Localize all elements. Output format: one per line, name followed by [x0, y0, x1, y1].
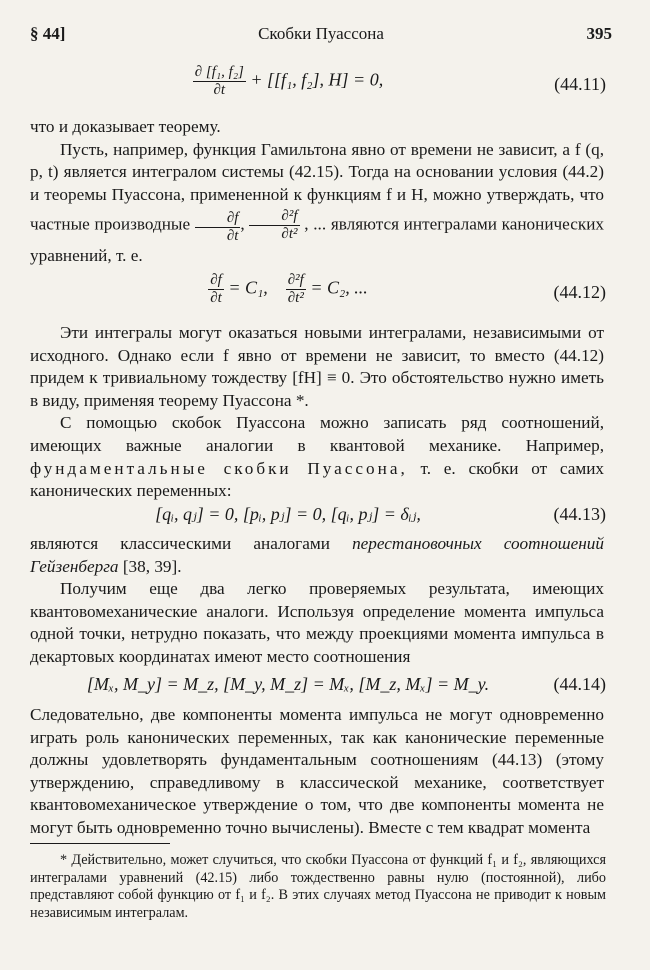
- paragraph: являются классическими аналогами перестановочных соотношений Гейзенберга [38, 39].: [30, 534, 604, 576]
- running-title: Скобки Пуассона: [258, 24, 384, 43]
- formula-44-11-fraction: $\frac{\text{∂ [f₁, f₂]}}{\partial t}$: [194, 64, 244, 98]
- paragraph: Получим еще два легко проверяемых результата, имеющих квантовомеханические аналоги. Используя определение момента импульса одной точки, нетрудно показать, что между проекциями момента импульса в декартовых координатах имеют место соотношения: [30, 579, 604, 666]
- formula-44-12: $\frac{\partial f}{\partial t}$ = C₁, $\frac{\text{∂²f}}{\text{∂t²}}$ = C₂, ... (44.12): [210, 272, 606, 306]
- equation-number: (44.14): [553, 674, 606, 694]
- paragraph: С помощью скобок Пуассона можно записать ряд соотношений, имеющих важные аналогии в квантовой механике. Например, фундаментальные скобки Пуассона, т. е. скобки от самих канонических переменных:: [30, 413, 605, 501]
- formula-44-14: [Mₓ, M_y] = M_z, [M_y, M_z] = Mₓ, [M_z, Mₓ] = M_y. (44.14): [86, 674, 606, 694]
- paragraph: что и доказывает теорему.: [30, 117, 221, 136]
- equation-number: (44.12): [553, 282, 606, 302]
- text-block-4: [30, 704, 604, 840]
- text-block-3: [30, 533, 604, 669]
- footnote-divider: [30, 843, 170, 844]
- paragraph: Следовательно, две компоненты момента импульса не могут одновременно играть роль канонических переменных, так как канонические переменные должны удовлетворять фундаментальным соотношениям (44.13) (этому утверждению, справедливому в классической механике, соответствует квантовомеханическое утверждение о том, что две компоненты момента не могут быть одновременно точно вычислены). Вместе с тем квадрат момента: [30, 705, 604, 837]
- footnote: [30, 852, 606, 922]
- paragraph: Пусть, например, функция Гамильтона явно от времени не зависит, а f (q, p, t) является интегралом системы (42.15). Тогда на основании условия (44.2) и теоремы Пуассона, примененной к функциям f и H, можно утверждать, что частные производные $\frac{\partial f}{\partial t}$ , $\frac{\text{∂²f}}{\text{∂t²}}$ , ... являются интегралами канонических уравнений, т. е.: [30, 139, 605, 266]
- page-number: 395: [586, 24, 612, 43]
- formula-44-11-rest: + [[f₁, f₂], H] = 0,: [250, 69, 384, 90]
- equation-number: (44.13): [553, 504, 606, 524]
- section-ref: § 44]: [30, 24, 66, 43]
- equation-number: (44.11): [554, 74, 606, 94]
- paragraph: Эти интегралы могут оказаться новыми интегралами, независимыми от исходного. Однако если f явно от времени не зависит, то вместо (44.12) придем к тривиальному тождеству [fH] ≡ 0. Это обстоятельство нужно иметь в виду, применяя теорему Пуассона *.: [30, 323, 604, 410]
- formula-44-11: [30, 62, 606, 108]
- footnote-text: * Действительно, может случиться, что скобки Пуассона от функций f₁ и f₂, являющихся интегралами уравнений (42.15) либо тождественно равны нулю (постоянной), либо представляют собой функцию от f₁ и f₂. В этих случаях метод Пуассона не приводит к новым независимым интегралам.: [30, 852, 606, 921]
- formula-44-13: [qᵢ, qⱼ] = 0, [pᵢ, pⱼ] = 0, [qᵢ, pⱼ] = δᵢⱼ, (44.13): [155, 504, 606, 524]
- running-header: [30, 24, 612, 48]
- text-block-2: [30, 322, 604, 503]
- text-block-1: [30, 116, 604, 268]
